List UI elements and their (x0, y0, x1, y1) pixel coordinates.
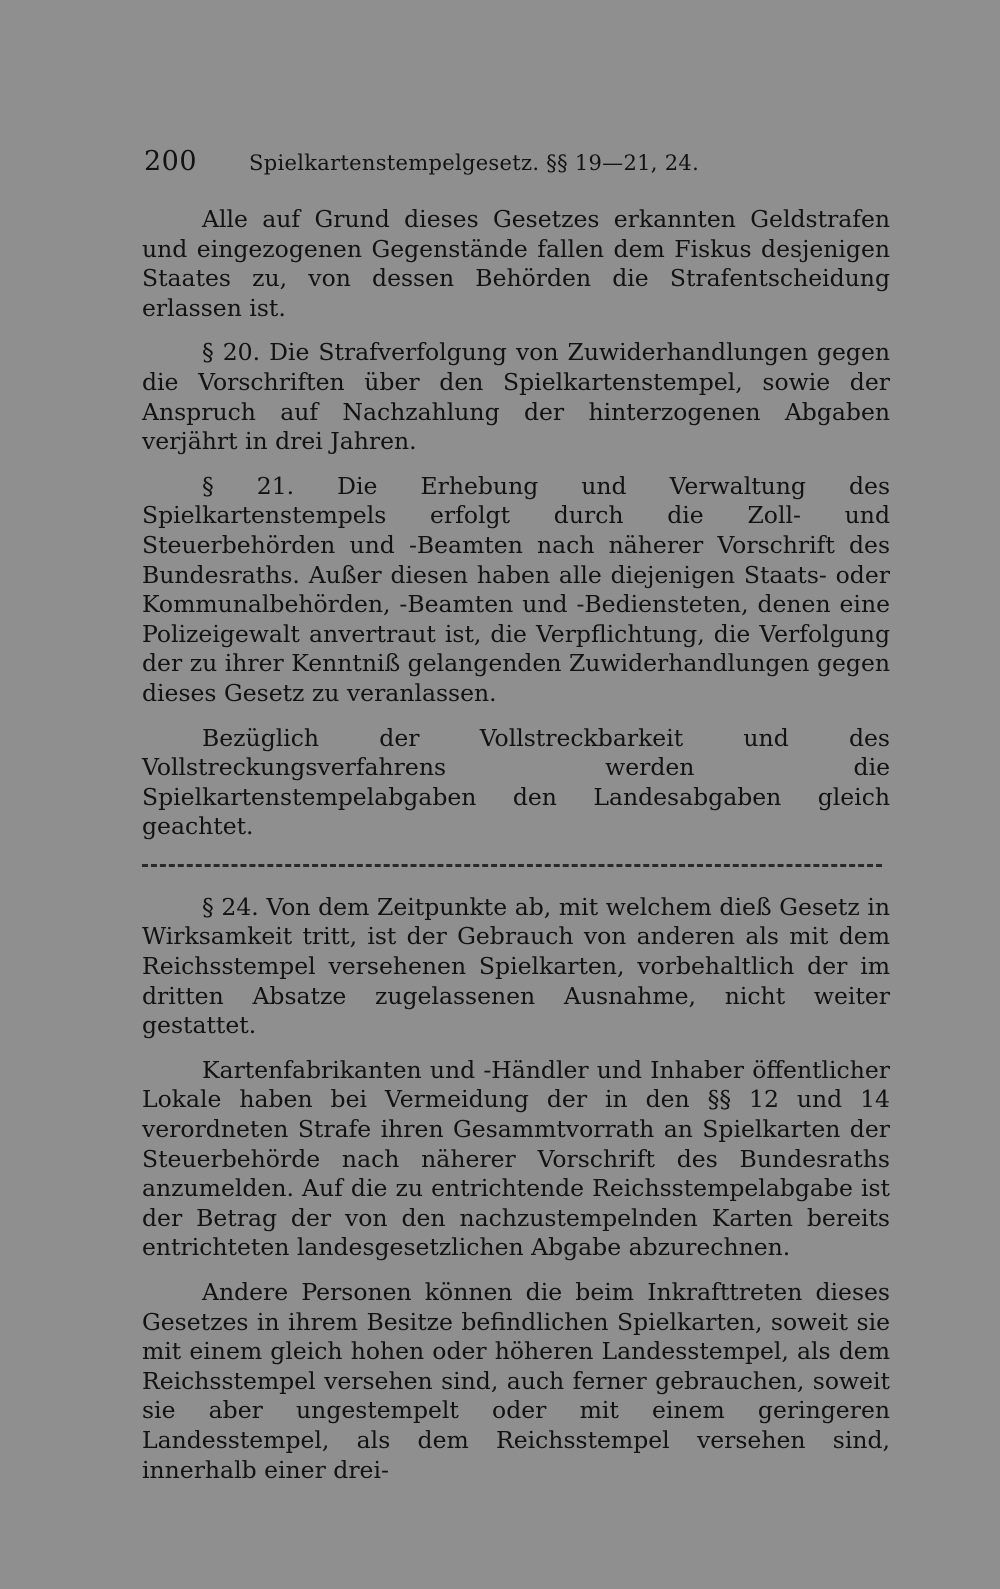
page-number: 200 (144, 146, 198, 177)
paragraph-enforcement: Bezüglich der Vollstreckbarkeit und des Vollstreckungsverfahrens werden die Spielkartenstempelabgaben den Landesabgaben gleich geachtet. (142, 723, 890, 841)
paragraph-manufacturers: Kartenfabrikanten und -Händler und Inhaber öffentlicher Lokale haben bei Vermeidung der in den §§ 12 und 14 verordneten Strafe ihren Gesammtvorrath an Spielkarten der Steuerbehörde nach näherer Vorschrift des Bundesraths anzumelden. Auf die zu entrichtende Reichsstempelabgabe ist der Betrag der von den nachzustempelnden Karten bereits entrichteten landesgesetzlichen Abgabe abzurechnen. (142, 1055, 890, 1262)
section-divider (142, 864, 882, 867)
paragraph-section-24: § 24. Von dem Zeitpunkte ab, mit welchem dieß Gesetz in Wirksamkeit tritt, ist der Gebrauch von anderen als mit dem Reichsstempel versehenen Spielkarten, vorbehaltlich der im dritten Absatze zugelassenen Ausnahme, nicht weiter gestattet. (142, 892, 890, 1040)
body-text (142, 205, 890, 1500)
paragraph-section-20: § 20. Die Strafverfolgung von Zuwiderhandlungen gegen die Vorschriften über den Spielkartenstempel, sowie der Anspruch auf Nachzahlung der hinterzogenen Abgaben verjährt in drei Jahren. (142, 338, 890, 456)
paragraph-fines: Alle auf Grund dieses Gesetzes erkannten Geldstrafen und eingezogenen Gegenstände fallen dem Fiskus desjenigen Staates zu, von dessen Behörden die Strafentscheidung erlassen ist. (142, 205, 890, 322)
paragraph-other-persons: Andere Personen können die beim Inkrafttreten dieses Gesetzes in ihrem Besitze befindlichen Spielkarten, soweit sie mit einem gleich hohen oder höheren Landesstempel, als dem Reichsstempel versehen sind, auch ferner gebrauchen, soweit sie aber ungestempelt oder mit einem geringeren Landesstempel, als dem Reichsstempel versehen sind, innerhalb einer drei- (142, 1278, 890, 1484)
running-title: Spielkartenstempelgesetz. §§ 19—21, 24. (249, 151, 700, 175)
page-header (144, 146, 884, 186)
paragraph-section-21: § 21. Die Erhebung und Verwaltung des Spielkartenstempels erfolgt durch die Zoll- und Steuerbehörden und -Beamten nach näherer Vorschrift des Bundesraths. Außer diesen haben alle diejenigen Staats- oder Kommunalbehörden, -Beamten und -Bediensteten, denen eine Polizeigewalt anvertraut ist, die Verpflichtung, die Verfolgung der zu ihrer Kenntniß gelangenden Zuwiderhandlungen gegen dieses Gesetz zu veranlassen. (142, 471, 890, 707)
